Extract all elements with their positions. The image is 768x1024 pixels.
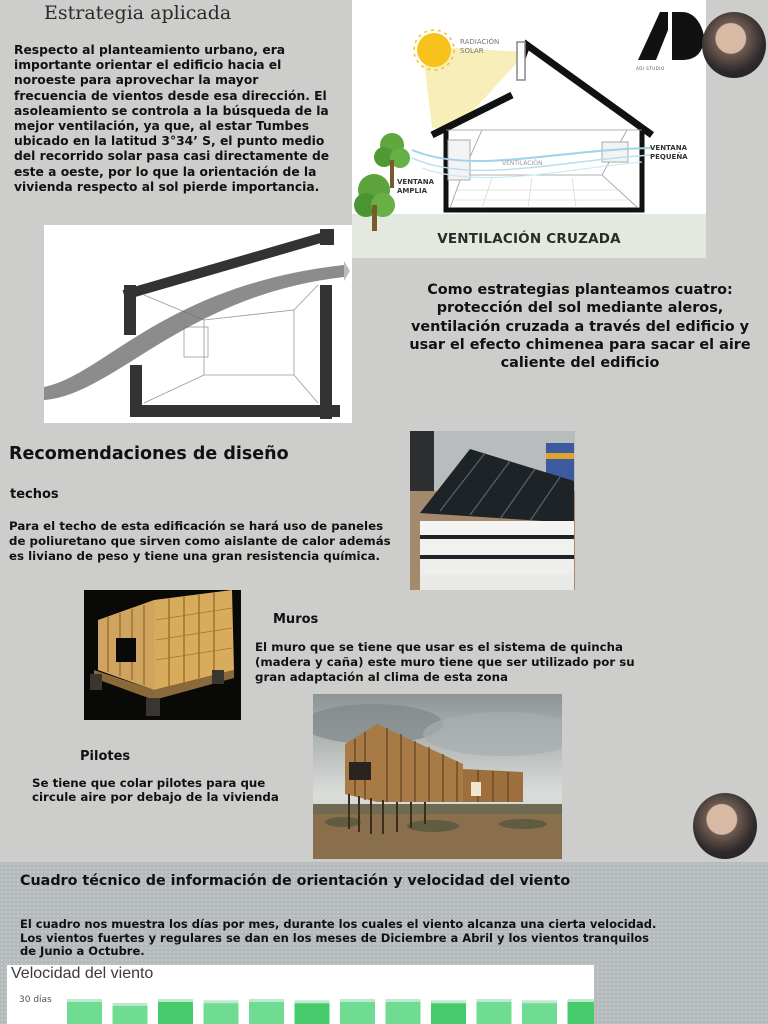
sun-label-1: RADIACIÓN [460, 38, 500, 46]
studio-logo [634, 8, 706, 64]
walls-paragraph: El muro que se tiene que usar es el sistema de quincha (madera y caña) este muro tiene que ser utilizado por su gran adaptación al clima de esta zona [255, 640, 635, 684]
strategies-paragraph: Como estrategias planteamos cuatro: protección del sol mediante aleros, ventilación cruzada a través del edificio y usar el efecto chimenea para sacar el aire caliente del edificio [409, 282, 751, 372]
bar-segment-3 [158, 1002, 193, 1024]
stilt-house-photo [313, 694, 562, 859]
bar-segment-4 [204, 1003, 239, 1024]
window-large-label-1: VENTANA [397, 178, 434, 186]
bar-segment-9 [431, 1003, 466, 1024]
bar-segment-1 [67, 1002, 102, 1024]
bar-segment-11 [522, 1003, 557, 1024]
illustration-caption: VENTILACIÓN CRUZADA [437, 231, 621, 247]
page-title: Estrategia aplicada [44, 2, 232, 24]
bar-segment-6 [295, 1003, 330, 1024]
bar-segment-5 [249, 1002, 284, 1024]
avatar [702, 12, 766, 78]
logo-subtitle: ADI STUDIO [636, 66, 665, 71]
bar-segment-10 [477, 1002, 512, 1024]
piles-heading: Pilotes [80, 749, 131, 764]
polyurethane-panels-photo [410, 431, 575, 590]
walls-heading: Muros [273, 612, 319, 627]
quincha-wall-frame-photo [84, 590, 241, 720]
airflow-sketch [44, 225, 352, 423]
bar-segment-2 [113, 1006, 148, 1024]
recommendations-heading: Recomendaciones de diseño [9, 444, 289, 464]
window-small-label-1: VENTANA [650, 144, 687, 152]
airflow-label: VENTILACIÓN [502, 160, 543, 167]
roofs-heading: techos [10, 487, 59, 502]
avatar [693, 793, 757, 859]
window-small-label-2: PEQUEÑA [650, 153, 688, 161]
wind-section-heading: Cuadro técnico de información de orientación y velocidad del viento [20, 873, 571, 889]
piles-paragraph: Se tiene que colar pilotes para que circule aire por debajo de la vivienda [32, 776, 279, 805]
window-large-label-2: AMPLIA [397, 187, 427, 195]
y-tick-label: 30 días [19, 995, 52, 1005]
bar-segment-7 [340, 1002, 375, 1024]
intro-paragraph: Respecto al planteamiento urbano, era importante orientar el edificio hacia el noroeste para aprovechar la mayor frecuencia de vientos desde esa dirección. El asoleamiento se controla a la búsqueda de la mejor ventilación, ya que, al estar Tumbes ubicado en la latitud 3°34’ S, el punto medio del recorrido solar pasa casi directamente de este a oeste, por lo que la orientación de la vivienda respecto al sol pierde importancia. [14, 43, 330, 194]
bar-segment-12 [568, 1002, 595, 1024]
sun-label-2: SOLAR [460, 47, 484, 55]
wind-section-paragraph: El cuadro nos muestra los días por mes, durante los cuales el viento alcanza una cierta velocidad. Los vientos fuertes y regulares se dan en los meses de Diciembre a Abril y los vientos tranquilos de Junio a Octubre. [20, 917, 657, 959]
bar-segment-8 [386, 1002, 421, 1024]
wind-speed-chart [7, 965, 594, 1024]
chart-title: Velocidad del viento [11, 965, 154, 982]
roofs-paragraph: Para el techo de esta edificación se hará uso de paneles de poliuretano que sirven como aislante de calor además es liviano de peso y tiene una gran resistencia química. [9, 519, 391, 563]
